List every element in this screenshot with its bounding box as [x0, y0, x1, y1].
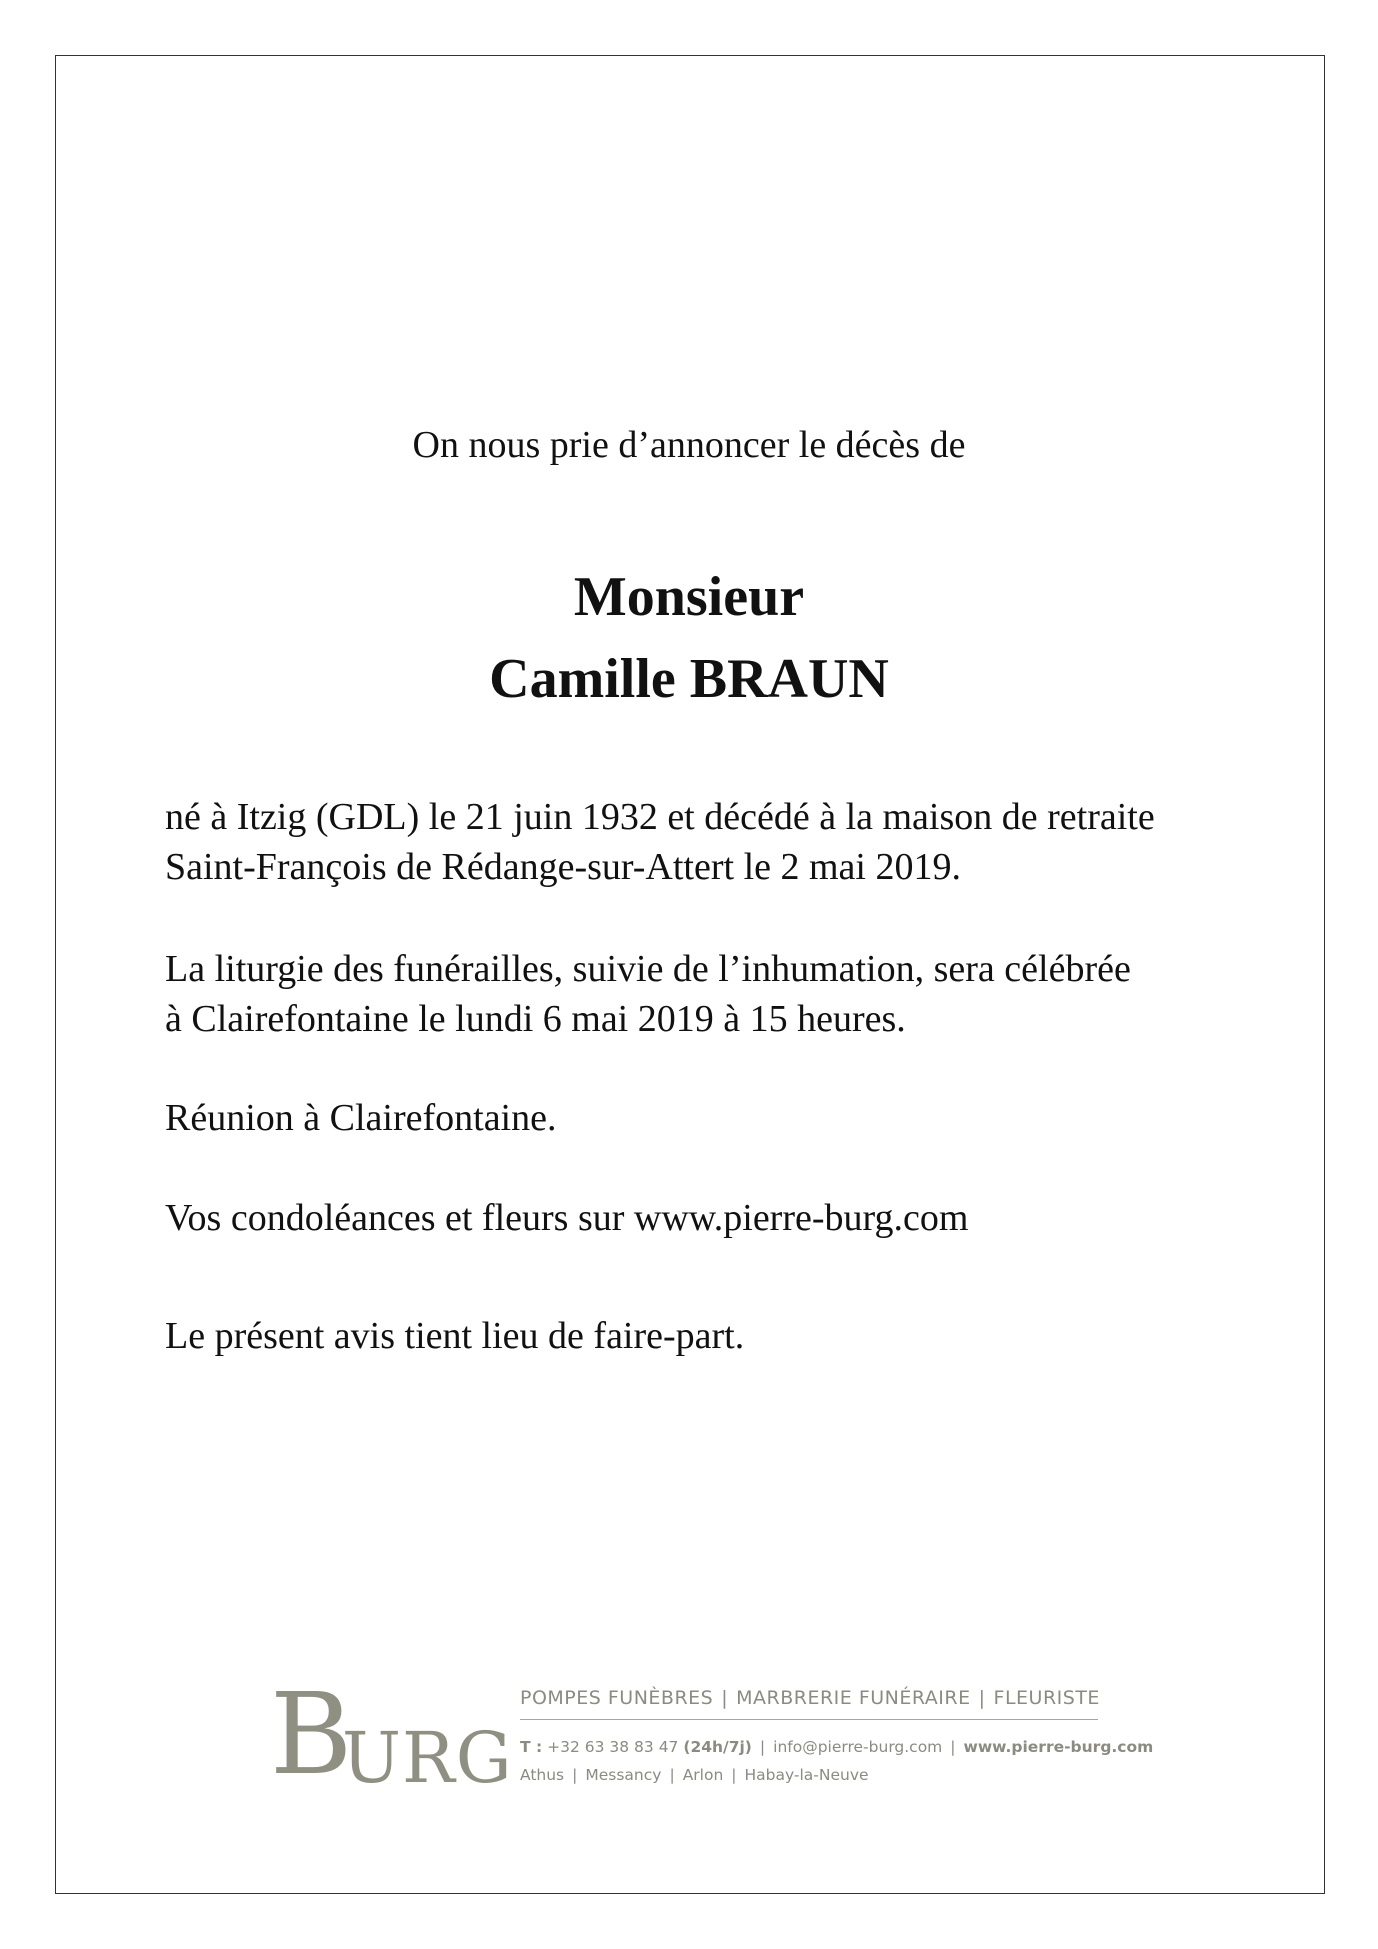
burg-logo [270, 1670, 513, 1800]
reunion-paragraph: Réunion à Clairefontaine. [165, 1097, 557, 1139]
birth-death-line-2: Saint-François de Rédange-sur-Attert le 2 mai 2019. [165, 846, 961, 888]
footer [270, 1670, 1154, 1805]
footer-info [520, 1685, 1154, 1786]
logo-rest: URG [342, 1717, 513, 1799]
separator: | [572, 1766, 578, 1784]
service-florist: FLEURISTE [993, 1687, 1100, 1709]
locations-line [520, 1764, 1120, 1786]
condolences-paragraph: Vos condoléances et fleurs sur www.pierre-burg.com [165, 1197, 969, 1239]
service-marble: MARBRERIE FUNÉRAIRE [736, 1687, 971, 1709]
services-line [520, 1685, 1098, 1720]
intro-text: On nous prie d’annoncer le décès de [412, 424, 966, 466]
birth-death-paragraph [165, 792, 1245, 892]
email-link[interactable]: info@pierre-burg.com [773, 1738, 943, 1756]
separator: | [759, 1738, 766, 1756]
phone-hours: (24h/7j) [683, 1738, 752, 1756]
contact-line [520, 1736, 1154, 1758]
separator: | [721, 1687, 729, 1709]
deceased-name: Camille BRAUN [489, 648, 889, 710]
separator: | [950, 1738, 956, 1756]
service-funeral: POMPES FUNÈBRES [520, 1687, 714, 1709]
liturgy-line-2: à Clairefontaine le lundi 6 mai 2019 à 15 heures. [165, 998, 906, 1040]
location-messancy: Messancy [585, 1766, 662, 1784]
website-link[interactable]: www.pierre-burg.com [963, 1738, 1154, 1756]
honorific-title: Monsieur [573, 566, 805, 628]
logo-initial: B [270, 1670, 353, 1800]
notice-paragraph: Le présent avis tient lieu de faire-part. [165, 1315, 745, 1357]
liturgy-paragraph [165, 944, 1245, 1044]
location-habay: Habay-la-Neuve [744, 1766, 869, 1784]
liturgy-line-1: La liturgie des funérailles, suivie de l’inhumation, sera célébrée [165, 948, 1131, 990]
location-athus: Athus [520, 1766, 565, 1784]
deceased-name-block [0, 556, 1378, 720]
phone-label: T : [520, 1738, 543, 1756]
separator: | [978, 1687, 986, 1709]
location-arlon: Arlon [682, 1766, 724, 1784]
birth-death-line-1: né à Itzig (GDL) le 21 juin 1932 et décédé à la maison de retraite [165, 796, 1155, 838]
separator: | [731, 1766, 737, 1784]
separator: | [669, 1766, 675, 1784]
phone-number: +32 63 38 83 47 [547, 1738, 679, 1756]
